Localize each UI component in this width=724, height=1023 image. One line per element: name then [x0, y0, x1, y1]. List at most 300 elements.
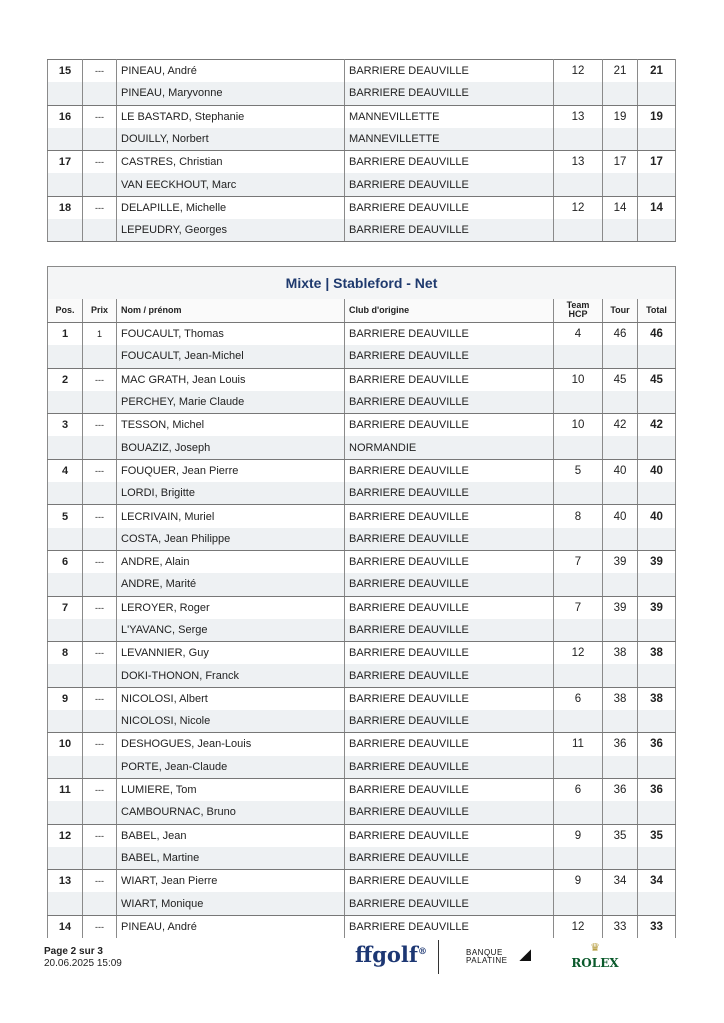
print-date: 20.06.2025 15:09: [44, 958, 122, 969]
player-name-cell: DELAPILLE, Michelle: [117, 196, 345, 219]
table-row: [48, 687, 676, 710]
empty-cell: [554, 801, 603, 824]
club-cell: BARRIERE DEAUVILLE: [345, 196, 554, 219]
table-row: [48, 824, 676, 847]
prize-cell: 1: [83, 323, 117, 346]
tour-cell: 17: [603, 151, 638, 174]
empty-cell: [554, 847, 603, 870]
table-row: [48, 368, 676, 391]
empty-cell: [603, 801, 638, 824]
tour-cell: 38: [603, 642, 638, 665]
position-cell: 4: [48, 459, 83, 482]
empty-cell: [48, 436, 83, 459]
empty-cell: [638, 664, 676, 687]
prize-cell: ---: [83, 505, 117, 528]
empty-cell: [638, 892, 676, 915]
total-cell: 38: [638, 687, 676, 710]
club-cell: BARRIERE DEAUVILLE: [345, 368, 554, 391]
empty-cell: [603, 573, 638, 596]
banque-logo-line1: BANQUE: [466, 948, 503, 957]
prize-cell: ---: [83, 733, 117, 756]
prize-cell: ---: [83, 778, 117, 801]
empty-cell: [603, 128, 638, 151]
position-cell: 5: [48, 505, 83, 528]
player-name-cell: WIART, Jean Pierre: [117, 870, 345, 893]
club-cell: BARRIERE DEAUVILLE: [345, 60, 554, 83]
player-name-cell: NICOLOSI, Albert: [117, 687, 345, 710]
position-cell: 12: [48, 824, 83, 847]
table-row: [48, 60, 676, 83]
tour-cell: 40: [603, 505, 638, 528]
club-cell: BARRIERE DEAUVILLE: [345, 459, 554, 482]
club-cell: BARRIERE DEAUVILLE: [345, 505, 554, 528]
club-cell: BARRIERE DEAUVILLE: [345, 915, 554, 938]
ffgolf-logo: [355, 942, 427, 967]
table-row-partner: [48, 82, 676, 105]
prize-cell: ---: [83, 105, 117, 128]
table-row-partner: [48, 619, 676, 642]
table-row-partner: [48, 801, 676, 824]
table-row-partner: [48, 436, 676, 459]
total-cell: 42: [638, 414, 676, 437]
table-row: [48, 642, 676, 665]
team-hcp-cell: 13: [554, 105, 603, 128]
team-hcp-cell: 7: [554, 550, 603, 573]
empty-cell: [554, 892, 603, 915]
team-hcp-cell: 12: [554, 642, 603, 665]
header-total: Total: [638, 299, 676, 323]
empty-cell: [554, 756, 603, 779]
team-hcp-cell: 11: [554, 733, 603, 756]
table-row-partner: [48, 128, 676, 151]
player-name-cell: ANDRE, Alain: [117, 550, 345, 573]
registered-mark: ®: [417, 947, 427, 957]
position-cell: 3: [48, 414, 83, 437]
table-row: [48, 550, 676, 573]
club-cell: MANNEVILLETTE: [345, 105, 554, 128]
empty-cell: [48, 82, 83, 105]
prize-cell: ---: [83, 596, 117, 619]
empty-cell: [83, 128, 117, 151]
empty-cell: [603, 82, 638, 105]
empty-cell: [83, 219, 117, 242]
partner-club-cell: BARRIERE DEAUVILLE: [345, 173, 554, 196]
total-cell: 45: [638, 368, 676, 391]
empty-cell: [48, 801, 83, 824]
header-nom: Nom / prénom: [117, 299, 345, 323]
empty-cell: [638, 391, 676, 414]
empty-cell: [638, 619, 676, 642]
empty-cell: [638, 756, 676, 779]
team-hcp-cell: 6: [554, 687, 603, 710]
empty-cell: [48, 528, 83, 551]
prize-cell: ---: [83, 459, 117, 482]
empty-cell: [83, 892, 117, 915]
table-row: [48, 778, 676, 801]
empty-cell: [554, 345, 603, 368]
player-name-cell: TESSON, Michel: [117, 414, 345, 437]
partner-club-cell: NORMANDIE: [345, 436, 554, 459]
table-row-partner: [48, 710, 676, 733]
total-cell: 39: [638, 550, 676, 573]
table-row: [48, 870, 676, 893]
player-name-cell: LEVANNIER, Guy: [117, 642, 345, 665]
empty-cell: [603, 892, 638, 915]
total-cell: 36: [638, 778, 676, 801]
results-table-continued: [47, 59, 676, 242]
empty-cell: [83, 82, 117, 105]
partner-club-cell: MANNEVILLETTE: [345, 128, 554, 151]
player-name-cell: FOUQUER, Jean Pierre: [117, 459, 345, 482]
team-hcp-cell: 5: [554, 459, 603, 482]
team-hcp-cell: 7: [554, 596, 603, 619]
position-cell: 6: [48, 550, 83, 573]
header-hcp: HCP: [568, 309, 588, 320]
player-name-cell: MAC GRATH, Jean Louis: [117, 368, 345, 391]
empty-cell: [554, 128, 603, 151]
tour-cell: 21: [603, 60, 638, 83]
player-name-cell: LUMIERE, Tom: [117, 778, 345, 801]
empty-cell: [638, 173, 676, 196]
partner-club-cell: BARRIERE DEAUVILLE: [345, 482, 554, 505]
total-cell: 33: [638, 915, 676, 938]
position-cell: 10: [48, 733, 83, 756]
empty-cell: [48, 391, 83, 414]
partner-name-cell: FOUCAULT, Jean-Michel: [117, 345, 345, 368]
partner-club-cell: BARRIERE DEAUVILLE: [345, 219, 554, 242]
empty-cell: [83, 173, 117, 196]
header-prix: Prix: [83, 299, 117, 323]
partner-club-cell: BARRIERE DEAUVILLE: [345, 619, 554, 642]
partner-name-cell: WIART, Monique: [117, 892, 345, 915]
player-name-cell: PINEAU, André: [117, 915, 345, 938]
team-hcp-cell: 4: [554, 323, 603, 346]
player-name-cell: LEROYER, Roger: [117, 596, 345, 619]
empty-cell: [83, 482, 117, 505]
partner-name-cell: VAN EECKHOUT, Marc: [117, 173, 345, 196]
partner-name-cell: PORTE, Jean-Claude: [117, 756, 345, 779]
prize-cell: ---: [83, 414, 117, 437]
team-hcp-cell: 13: [554, 151, 603, 174]
club-cell: BARRIERE DEAUVILLE: [345, 550, 554, 573]
tour-cell: 19: [603, 105, 638, 128]
total-cell: 14: [638, 196, 676, 219]
partner-name-cell: CAMBOURNAC, Bruno: [117, 801, 345, 824]
tour-cell: 36: [603, 778, 638, 801]
empty-cell: [603, 664, 638, 687]
empty-cell: [554, 619, 603, 642]
table-row-partner: [48, 345, 676, 368]
empty-cell: [638, 436, 676, 459]
empty-cell: [83, 619, 117, 642]
club-cell: BARRIERE DEAUVILLE: [345, 824, 554, 847]
empty-cell: [638, 528, 676, 551]
partner-club-cell: BARRIERE DEAUVILLE: [345, 82, 554, 105]
empty-cell: [554, 573, 603, 596]
empty-cell: [83, 391, 117, 414]
table-row: [48, 151, 676, 174]
banque-palatine-logo: [466, 946, 532, 965]
empty-cell: [554, 528, 603, 551]
prize-cell: ---: [83, 915, 117, 938]
rolex-logo-text: ROLEX: [571, 956, 619, 970]
team-hcp-cell: 8: [554, 505, 603, 528]
table-row: [48, 323, 676, 346]
empty-cell: [638, 128, 676, 151]
table-row-partner: [48, 756, 676, 779]
team-hcp-cell: 9: [554, 824, 603, 847]
empty-cell: [603, 391, 638, 414]
empty-cell: [554, 710, 603, 733]
tour-cell: 46: [603, 323, 638, 346]
partner-name-cell: BABEL, Martine: [117, 847, 345, 870]
empty-cell: [554, 436, 603, 459]
player-name-cell: LECRIVAIN, Muriel: [117, 505, 345, 528]
empty-cell: [603, 847, 638, 870]
empty-cell: [48, 847, 83, 870]
tour-cell: 33: [603, 915, 638, 938]
empty-cell: [638, 710, 676, 733]
partner-name-cell: NICOLOSI, Nicole: [117, 710, 345, 733]
empty-cell: [48, 128, 83, 151]
empty-cell: [603, 528, 638, 551]
header-club: Club d'origine: [345, 299, 554, 323]
club-cell: BARRIERE DEAUVILLE: [345, 870, 554, 893]
empty-cell: [554, 391, 603, 414]
empty-cell: [603, 436, 638, 459]
total-cell: 36: [638, 733, 676, 756]
position-cell: 16: [48, 105, 83, 128]
empty-cell: [48, 619, 83, 642]
total-cell: 46: [638, 323, 676, 346]
total-cell: 40: [638, 459, 676, 482]
total-cell: 35: [638, 824, 676, 847]
partner-club-cell: BARRIERE DEAUVILLE: [345, 664, 554, 687]
empty-cell: [83, 573, 117, 596]
position-cell: 14: [48, 915, 83, 938]
table-row-partner: [48, 847, 676, 870]
results-table-mixte: [47, 266, 676, 938]
total-cell: 34: [638, 870, 676, 893]
partner-club-cell: BARRIERE DEAUVILLE: [345, 391, 554, 414]
partner-name-cell: DOUILLY, Norbert: [117, 128, 345, 151]
player-name-cell: BABEL, Jean: [117, 824, 345, 847]
position-cell: 2: [48, 368, 83, 391]
total-cell: 17: [638, 151, 676, 174]
total-cell: 19: [638, 105, 676, 128]
club-cell: BARRIERE DEAUVILLE: [345, 687, 554, 710]
empty-cell: [603, 619, 638, 642]
tour-cell: 34: [603, 870, 638, 893]
empty-cell: [83, 436, 117, 459]
empty-cell: [48, 345, 83, 368]
empty-cell: [603, 756, 638, 779]
team-hcp-cell: 12: [554, 196, 603, 219]
empty-cell: [554, 82, 603, 105]
header-team: Team: [566, 300, 590, 311]
empty-cell: [638, 573, 676, 596]
tour-cell: 39: [603, 550, 638, 573]
empty-cell: [603, 173, 638, 196]
table-row-partner: [48, 892, 676, 915]
partner-name-cell: PERCHEY, Marie Claude: [117, 391, 345, 414]
player-name-cell: CASTRES, Christian: [117, 151, 345, 174]
total-cell: 40: [638, 505, 676, 528]
empty-cell: [638, 482, 676, 505]
empty-cell: [48, 664, 83, 687]
empty-cell: [603, 345, 638, 368]
team-hcp-cell: 10: [554, 368, 603, 391]
partner-club-cell: BARRIERE DEAUVILLE: [345, 710, 554, 733]
empty-cell: [638, 345, 676, 368]
prize-cell: ---: [83, 368, 117, 391]
ffgolf-logo-text: ffgolf: [355, 942, 418, 967]
empty-cell: [603, 219, 638, 242]
team-hcp-cell: 6: [554, 778, 603, 801]
table-row-partner: [48, 664, 676, 687]
empty-cell: [48, 573, 83, 596]
empty-cell: [48, 482, 83, 505]
page-number: Page 2 sur 3: [44, 946, 103, 957]
logo-divider: [438, 940, 439, 974]
table-row-partner: [48, 173, 676, 196]
page-footer: [44, 946, 122, 970]
empty-cell: [554, 219, 603, 242]
tour-cell: 14: [603, 196, 638, 219]
position-cell: 17: [48, 151, 83, 174]
table-row-partner: [48, 391, 676, 414]
player-name-cell: FOUCAULT, Thomas: [117, 323, 345, 346]
table-row-partner: [48, 482, 676, 505]
partner-name-cell: BOUAZIZ, Joseph: [117, 436, 345, 459]
empty-cell: [48, 756, 83, 779]
tour-cell: 40: [603, 459, 638, 482]
team-hcp-cell: 9: [554, 870, 603, 893]
header-team-hcp: [554, 299, 603, 323]
empty-cell: [638, 219, 676, 242]
prize-cell: ---: [83, 550, 117, 573]
empty-cell: [83, 756, 117, 779]
empty-cell: [638, 801, 676, 824]
partner-club-cell: BARRIERE DEAUVILLE: [345, 892, 554, 915]
tour-cell: 36: [603, 733, 638, 756]
partner-name-cell: L'YAVANC, Serge: [117, 619, 345, 642]
table-row: [48, 459, 676, 482]
table-row-partner: [48, 219, 676, 242]
table-row: [48, 505, 676, 528]
banque-logo-line2: PALATINE: [466, 956, 508, 965]
table-row: [48, 915, 676, 938]
position-cell: 8: [48, 642, 83, 665]
club-cell: BARRIERE DEAUVILLE: [345, 596, 554, 619]
prize-cell: ---: [83, 196, 117, 219]
total-cell: 38: [638, 642, 676, 665]
partner-name-cell: LORDI, Brigitte: [117, 482, 345, 505]
team-hcp-cell: 12: [554, 915, 603, 938]
partner-name-cell: LEPEUDRY, Georges: [117, 219, 345, 242]
club-cell: BARRIERE DEAUVILLE: [345, 733, 554, 756]
partner-name-cell: ANDRE, Marité: [117, 573, 345, 596]
prize-cell: ---: [83, 151, 117, 174]
table-row: [48, 596, 676, 619]
player-name-cell: PINEAU, André: [117, 60, 345, 83]
tour-cell: 35: [603, 824, 638, 847]
team-hcp-cell: 10: [554, 414, 603, 437]
empty-cell: [554, 482, 603, 505]
prize-cell: ---: [83, 642, 117, 665]
tour-cell: 39: [603, 596, 638, 619]
empty-cell: [83, 664, 117, 687]
header-pos: Pos.: [48, 299, 83, 323]
empty-cell: [603, 710, 638, 733]
partner-club-cell: BARRIERE DEAUVILLE: [345, 573, 554, 596]
partner-name-cell: COSTA, Jean Philippe: [117, 528, 345, 551]
position-cell: 1: [48, 323, 83, 346]
empty-cell: [638, 82, 676, 105]
partner-club-cell: BARRIERE DEAUVILLE: [345, 801, 554, 824]
total-cell: 21: [638, 60, 676, 83]
prize-cell: ---: [83, 687, 117, 710]
partner-name-cell: PINEAU, Maryvonne: [117, 82, 345, 105]
position-cell: 15: [48, 60, 83, 83]
club-cell: BARRIERE DEAUVILLE: [345, 414, 554, 437]
empty-cell: [48, 219, 83, 242]
club-cell: BARRIERE DEAUVILLE: [345, 151, 554, 174]
empty-cell: [83, 801, 117, 824]
table-row-partner: [48, 573, 676, 596]
rolex-logo: [569, 942, 621, 972]
table-row-partner: [48, 528, 676, 551]
partner-club-cell: BARRIERE DEAUVILLE: [345, 847, 554, 870]
partner-club-cell: BARRIERE DEAUVILLE: [345, 756, 554, 779]
club-cell: BARRIERE DEAUVILLE: [345, 642, 554, 665]
crown-icon: ♛: [590, 942, 600, 954]
prize-cell: ---: [83, 824, 117, 847]
partner-name-cell: DOKI-THONON, Franck: [117, 664, 345, 687]
empty-cell: [83, 847, 117, 870]
empty-cell: [48, 710, 83, 733]
empty-cell: [83, 345, 117, 368]
club-cell: BARRIERE DEAUVILLE: [345, 323, 554, 346]
empty-cell: [554, 664, 603, 687]
tour-cell: 45: [603, 368, 638, 391]
table-title: Mixte | Stableford - Net: [48, 267, 676, 299]
empty-cell: [603, 482, 638, 505]
partner-club-cell: BARRIERE DEAUVILLE: [345, 528, 554, 551]
empty-cell: [48, 173, 83, 196]
table-row: [48, 105, 676, 128]
header-tour: Tour: [603, 299, 638, 323]
empty-cell: [48, 892, 83, 915]
player-name-cell: LE BASTARD, Stephanie: [117, 105, 345, 128]
position-cell: 11: [48, 778, 83, 801]
position-cell: 18: [48, 196, 83, 219]
tour-cell: 38: [603, 687, 638, 710]
empty-cell: [638, 847, 676, 870]
prize-cell: ---: [83, 60, 117, 83]
empty-cell: [83, 710, 117, 733]
table-row: [48, 414, 676, 437]
player-name-cell: DESHOGUES, Jean-Louis: [117, 733, 345, 756]
club-cell: BARRIERE DEAUVILLE: [345, 778, 554, 801]
position-cell: 7: [48, 596, 83, 619]
position-cell: 13: [48, 870, 83, 893]
partner-club-cell: BARRIERE DEAUVILLE: [345, 345, 554, 368]
table-row: [48, 196, 676, 219]
empty-cell: [83, 528, 117, 551]
empty-cell: [554, 173, 603, 196]
position-cell: 9: [48, 687, 83, 710]
